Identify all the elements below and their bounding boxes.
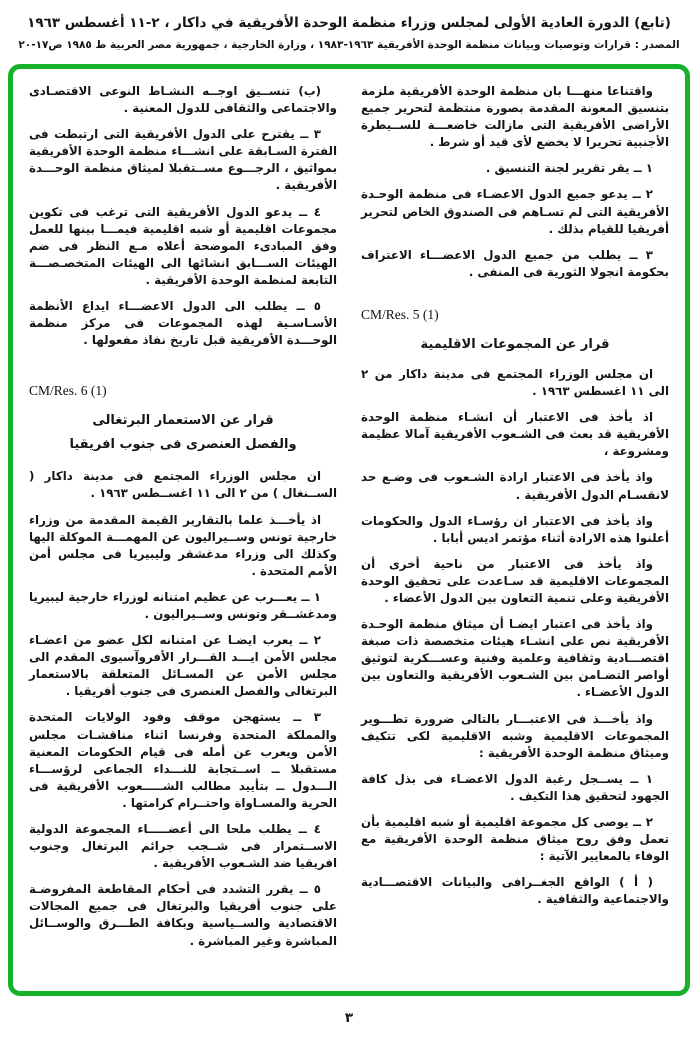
paragraph: واذ يأخذ فى الاعتبار ان رؤسـاء الدول والحكومات أعلنوا هذه الارادة أثناء مؤتمر اديس أبابا . [361, 513, 669, 545]
numbered-item: ٢ ــ يدعو جميع الدول الاعضـاء فى منظمة الوحـدة الأفريقية التى لم تسـاهم فى الصندوق الخاص لتحرير أفريقيا للقيام بذلك . [361, 187, 669, 236]
paragraph: واقتناعا منهـــا بان منظمة الوحدة الأفريقية ملزمة بتنسيق المعونة المقدمة بصورة منتظمة لتحرير جميع الأراضى الأفريقية التى مازالت خاضعـــة للســيطرة الأجنبية تحريرا لا يخضع لأى قيد أو شرط . [361, 84, 669, 150]
paragraph: واذ يأخذ فى الاعتبار من ناحية أخرى أن المجموعات الاقليمية قد سـاعدت على تحقيق الوحدة الأفريقية وعلى تنمية التعاون بين الدول الأعضاء . [361, 556, 669, 605]
numbered-item: ٣ ــ يستهجن موقف وفود الولايات المتحدة والمملكة المتحدة وفرنسا اثناء مناقشـات مجلس الأمن ويعرب عن أمله فى قيام الحكومات المعنية مستقبلا ــ اســتجابة للنـــداء الجماعى لرؤســـاء الـــدول ــ بتأييد مطالب الشـــــعوب الأفريقية فى الحرية والمسـاواة واحتــرام كرامتها . [29, 710, 337, 810]
sub-item: (ب) تنســيق اوجــه النشـاط النوعى الاقتصـادى والاجتماعى والثقافى للدول المعنية . [29, 84, 337, 116]
paragraph: واذ يأخذ فى اعتبار ايضـا أن ميثاق منظمة الوحـدة الأفريقية نص على انشـاء هيئات متخصصة ذات صبغة اقتصـــادية وثقافية وعلمية وفنية وعســـكرية لتوثيق أواصر التضـامن بين الشـعوب الأفريقية والتعاون بين الدول الأعضـاء . [361, 617, 669, 700]
numbered-item: ٥ ــ يطلب الى الدول الاعضـــاء ايداع الأنظمة الأسـاسـية لهذه المجموعات فى مركز منظمة الوحـــدة الأفريقية قبل تاريخ نفاذ مفعولها . [29, 299, 337, 348]
numbered-item: ٣ ــ يقترح على الدول الأفريقية التى ارتبطت فى الفترة السـابقة على انشـــاء منظمة الوحدة الأفريقية بمواثيق ، الرجـــوع مســتقبلا لميثاق منظمة الوحـــدة الأفريقية . [29, 127, 337, 193]
numbered-item: ٤ ــ يدعو الدول الأفريقية التى ترغب فى تكوين مجموعات اقليمية أو شبه اقليمية فيمـــا بينها للعمل وفق المبادىء الموضحة أعلاه مـع النظر فى ضم الهيئات الســـابق انشائها الى الهيئات المتخصـصـــة التابعة لمنظمة الوحدة الأفريقية . [29, 204, 337, 287]
resolution-title-line2: والفصل العنصرى فى جنوب افريقيا [69, 437, 297, 453]
resolution-title: قرار عن الاستعمار البرتغالى [92, 413, 274, 429]
numbered-item: ٣ ــ يطلب من جميع الدول الاعضـــاء الاعتراف بحكومة انجولا الثورية فى المنفى . [361, 247, 669, 279]
source-note: المصدر : قرارات وتوصيات وبيانات منظمة الوحدة الأفريقية ١٩٦٣-١٩٨٣ ، وزارة الخارجية ، جمهورية مصر العربية ط ١٩٨٥ ص١٧-٢٠ [18, 39, 680, 51]
paragraph: اذ يأخذ فى الاعتبار أن انشـاء منظمة الوحدة الأفريقية قد بعث فى الشـعوب الأفريقية آمالا عظيمة ومشروعة ، [361, 410, 669, 459]
paragraph: ان مجلس الوزراء المجتمع فى مدينة داكار ( الســنغال ) من ٢ الى ١١ اغســطس ١٩٦٣ . [29, 469, 337, 501]
numbered-item: ٢ ــ يعرب ايضـا عن امتنانه لكل عضو من اعضـاء مجلس الأمن ايـــد القـــرار الأفروآسيوى المقدم الى مجلس الأمن عن المسـائل المتعلقة بالاستعمار البرتغالى والفصل العنصرى فى جنوب أفريقيا . [29, 633, 337, 699]
resolution-ref: CM/Res. 5 (1) [361, 306, 439, 322]
right-column [361, 83, 669, 983]
resolutions-border-box [8, 64, 690, 996]
paragraph: واذ يأخـــذ فى الاعتبـــار بالتالى ضرورة تطـــوير المجموعات الاقليمية وشبه الاقليمية لكى تتكيف وميثاق منظمة الوحدة الأفريقية : [361, 711, 669, 760]
resolution-title: قرار عن المجموعات الاقليمية [420, 336, 610, 352]
paragraph: اذ يأخـــذ علما بالتقارير القيمة المقدمة من وزراء خارجية تونس وســيراليون عن المهمـــة الموكلة اليها وكذلك الى وزراء مدغشقر وليبيريا فى مجلس أمن الأمم المتحدة . [29, 512, 337, 578]
numbered-item: ٥ ــ يقرر التشدد فى أحكام المقاطعة المفروضـة على جنوب أفريقيا والبرتغال فى جميع المجالات الاقتصادية والســياسية وبكافة الطـــرق والوســائل المباشرة وغير المباشرة . [29, 882, 337, 948]
page-number: ٣ [344, 1010, 354, 1026]
left-column [29, 83, 337, 983]
sub-item: ( أ ) الواقع الجغــرافى والبيانات الاقتصـــادية والاجتماعية والثقافية . [361, 875, 669, 907]
numbered-item: ١ ــ يســجل رغبة الدول الاعضـاء فى بذل كافة الجهود لتحقيق هذا التكيف . [361, 771, 669, 803]
numbered-item: ١ ــ يعـــرب عن عظيم امتنانه لوزراء خارجية ليبيريا ومدغشــقر وتونس وســيراليون . [29, 589, 337, 621]
paragraph: واذ يأخذ فى الاعتبار ارادة الشـعوب فى وضـع حد لانقسـام الدول الأفريقية . [361, 470, 669, 502]
page-header [0, 0, 698, 51]
numbered-item: ٢ ــ يوصى كل مجموعة اقليمية أو شبه اقليمية بأن تعمل وفق روح ميثاق منظمة الوحدة الأفريقية مع الوفاء بالمعايير الآتية : [361, 815, 669, 864]
session-title: (تابع) الدورة العادية الأولى لمجلس وزراء منظمة الوحدة الأفريقية في داكار ، ٢-١١ أغسطس ١٩٦٣ [27, 15, 671, 31]
numbered-item: ١ ــ يقر تقرير لجنة التنسيق . [485, 161, 653, 176]
two-column-layout [29, 83, 669, 983]
numbered-item: ٤ ــ يطلب ملحا الى أعضـــــاء المجموعة الدولية الاســتمرار فى شــجب جرائم البرتغال وجنوب افريقيا ضد الشـعوب الأفريقية . [29, 822, 337, 871]
resolution-ref: CM/Res. 6 (1) [29, 383, 107, 399]
paragraph: ان مجلس الوزراء المجتمع فى مدينة داكار من ٢ الى ١١ اغسطس ١٩٦٣ . [361, 366, 669, 399]
